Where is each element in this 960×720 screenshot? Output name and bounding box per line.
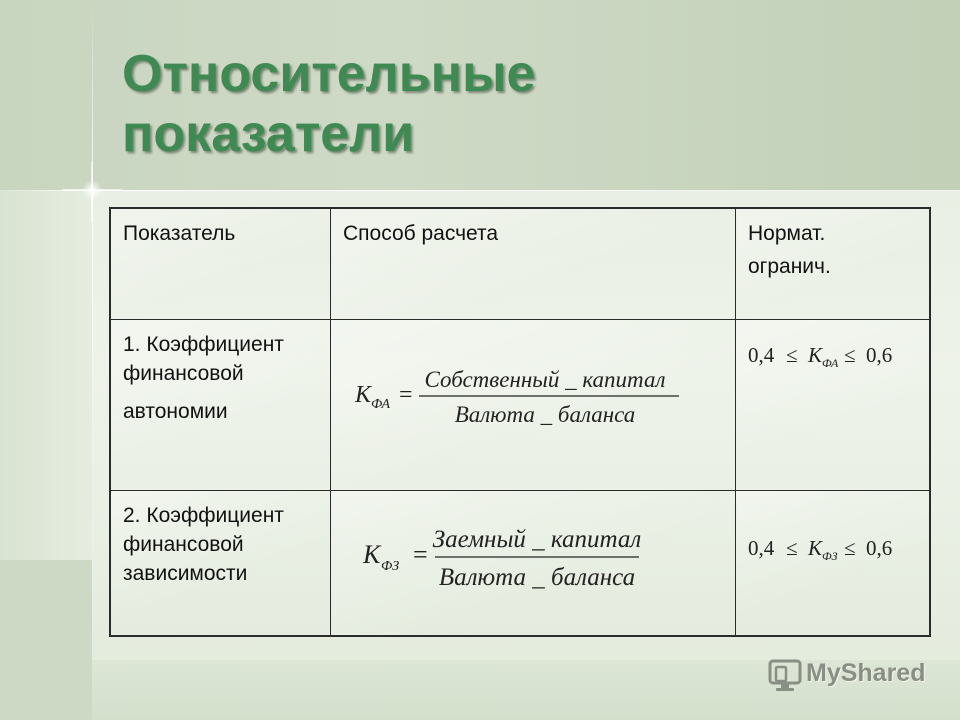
norm-symbol: K — [808, 342, 823, 367]
formula-subscript: ФЗ — [381, 558, 400, 574]
norm-subscript: ФЗ — [822, 548, 838, 563]
formula-denominator: Валюта _ баланса — [454, 401, 636, 427]
header-method-label: Способ расчета — [343, 222, 499, 245]
less-or-equal-icon: ≤ — [844, 535, 856, 560]
dependence-formula — [363, 525, 703, 595]
formula-numerator: Собственный _ капитал — [424, 366, 666, 392]
slide-title-line-1: Относительные — [122, 45, 536, 103]
indicator-name-line-3: автономии — [123, 399, 228, 423]
decorative-vertical-line — [92, 0, 93, 720]
formula-cell — [331, 319, 736, 490]
autonomy-formula — [355, 364, 695, 434]
norm-upper-bound: 0,6 — [866, 535, 893, 560]
header-cell-indicator — [110, 208, 331, 319]
formula-symbol: K — [363, 539, 381, 569]
table-header-row — [110, 208, 930, 319]
indicator-name-line-1: 2. Коэффициент — [123, 503, 284, 527]
header-norm-label — [736, 209, 929, 283]
formula-denominator: Валюта _ баланса — [438, 563, 636, 591]
formula-equals-sign: = — [413, 539, 428, 569]
norm-cell — [736, 319, 931, 490]
dependence-norm-inequality — [748, 533, 923, 567]
header-cell-method — [331, 208, 736, 319]
formula-equals-sign: = — [399, 381, 413, 408]
norm-symbol: K — [808, 535, 823, 560]
formula-subscript: ФА — [371, 396, 391, 412]
slide-title — [122, 44, 535, 164]
table-row — [110, 490, 930, 636]
table-row — [110, 319, 930, 490]
indicator-name-line-1: 1. Коэффициент — [123, 332, 284, 356]
indicators-table — [109, 207, 931, 637]
formula-symbol: K — [355, 381, 372, 408]
autonomy-norm-inequality — [748, 340, 923, 374]
formula-numerator: Заемный _ капитал — [432, 525, 642, 553]
indicator-name — [111, 491, 330, 588]
indicator-name-line-2: финансовой — [123, 532, 244, 556]
less-or-equal-icon: ≤ — [786, 342, 798, 367]
header-cell-norm — [736, 208, 931, 319]
background-left-bottom — [0, 560, 92, 720]
norm-upper-bound: 0,6 — [866, 342, 893, 367]
formula-cell — [331, 490, 736, 636]
slide-title-line-2: показатели — [122, 105, 415, 163]
indicator-name — [111, 320, 330, 426]
header-norm-line-1: Нормат. — [748, 222, 826, 245]
decorative-horizontal-line — [0, 190, 960, 191]
norm-lower-bound: 0,4 — [748, 342, 775, 367]
norm-lower-bound: 0,4 — [748, 535, 775, 560]
watermark-logo-text: MyShared — [806, 659, 926, 687]
indicator-name-cell — [110, 319, 331, 490]
less-or-equal-icon: ≤ — [844, 342, 856, 367]
less-or-equal-icon: ≤ — [786, 535, 798, 560]
indicator-name-line-2: финансовой — [123, 361, 244, 385]
header-norm-line-2: огранич. — [748, 255, 831, 278]
norm-subscript: ФА — [822, 355, 839, 370]
header-indicator-label: Показатель — [123, 222, 236, 245]
indicator-name-cell — [110, 490, 331, 636]
indicator-name-line-3: зависимости — [123, 561, 248, 585]
norm-cell — [736, 490, 931, 636]
